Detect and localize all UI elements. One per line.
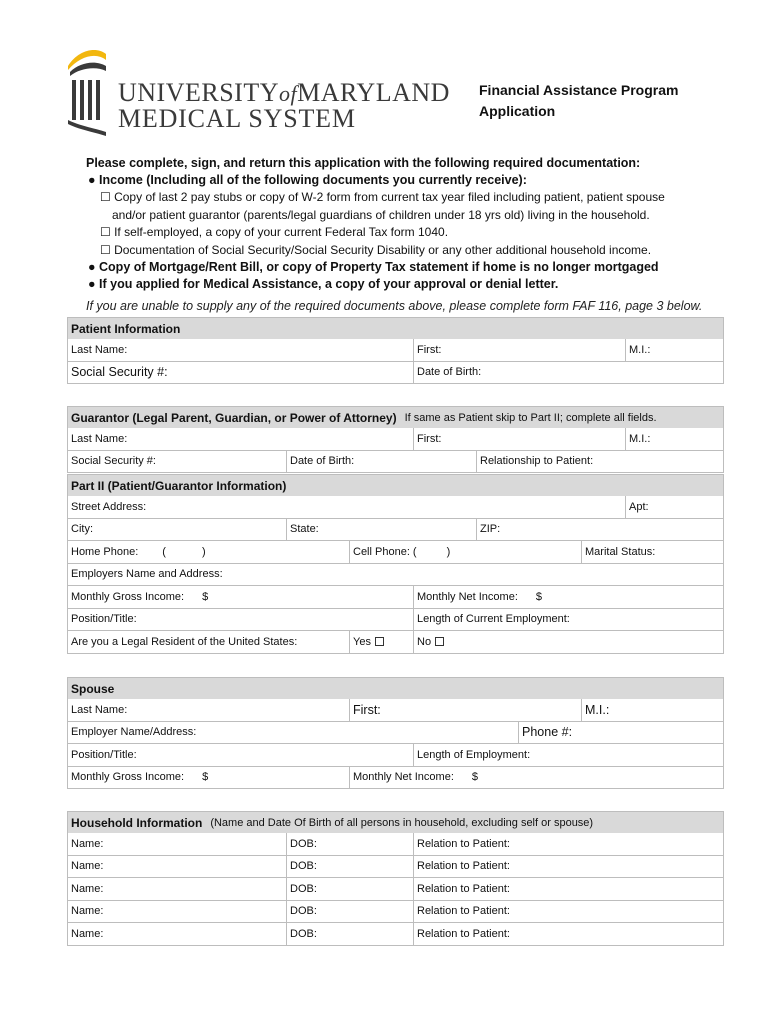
net-income-field[interactable] (413, 586, 725, 608)
dollar-sign: $ (202, 771, 209, 784)
patient-mi-field[interactable] (625, 339, 725, 361)
field-label: Relation to Patient: (417, 927, 510, 940)
field-label: DOB: (290, 905, 317, 918)
field-label: DOB: (290, 927, 317, 940)
cell-phone-field[interactable] (349, 541, 581, 563)
field-label: Are you a Legal Resident of the United States: (71, 635, 298, 648)
income-item: and/or patient guarantor (parents/legal guardians of children under 18 yrs old) living in the household. (112, 207, 650, 222)
household-name-field[interactable] (68, 856, 286, 878)
guarantor-last-name-field[interactable] (68, 428, 413, 450)
field-label: Last Name: (71, 432, 128, 445)
street-address-field[interactable] (68, 496, 625, 518)
part2-section (67, 474, 724, 654)
field-label: Street Address: (71, 500, 147, 513)
household-dob-field[interactable] (286, 856, 413, 878)
logo-line-2: MEDICAL SYSTEM (118, 104, 356, 133)
patient-first-name-field[interactable] (413, 339, 625, 361)
field-label: Employers Name and Address: (71, 568, 223, 581)
resident-no-option[interactable] (413, 631, 725, 653)
field-label: DOB: (290, 882, 317, 895)
household-row (68, 878, 723, 901)
income-item: ☐ If self-employed, a copy of your current Federal Tax form 1040. (100, 225, 449, 239)
field-label: Position/Title: (71, 748, 137, 761)
household-relation-field[interactable] (413, 901, 725, 923)
employment-length-field[interactable] (413, 609, 725, 631)
document-title: Financial Assistance Program Application (479, 82, 679, 119)
field-label: M.I.: (629, 343, 651, 356)
spouse-gross-income-field[interactable] (68, 767, 349, 789)
field-label: City: (71, 523, 93, 536)
field-label: DOB: (290, 837, 317, 850)
income-item: ☐ Copy of last 2 pay stubs or copy of W-2 form from current tax year filed including patient, patient spouse (100, 190, 665, 204)
household-dob-field[interactable] (286, 923, 413, 945)
field-label: Social Security #: (71, 455, 156, 468)
field-label: Monthly Gross Income: (71, 590, 185, 603)
mortgage-bullet: ● Copy of Mortgage/Rent Bill, or copy of Property Tax statement if home is no longer mortgaged (88, 260, 659, 274)
household-dob-field[interactable] (286, 878, 413, 900)
marital-status-field[interactable] (581, 541, 725, 563)
household-name-field[interactable] (68, 923, 286, 945)
form-row (68, 362, 723, 385)
state-field[interactable] (286, 519, 476, 541)
paren-close: ) (446, 545, 451, 558)
field-label: Marital Status: (585, 545, 656, 558)
gross-income-field[interactable] (68, 586, 413, 608)
form-row (68, 541, 723, 564)
field-label: Social Security #: (71, 365, 168, 380)
spouse-phone-field[interactable] (518, 722, 725, 744)
section-heading (68, 406, 723, 428)
field-label: Last Name: (71, 703, 128, 716)
section-heading: Spouse (68, 677, 723, 699)
spouse-position-field[interactable] (68, 744, 413, 766)
field-label: Date of Birth: (290, 455, 355, 468)
field-label: Name: (71, 882, 104, 895)
field-label: Employer Name/Address: (71, 726, 197, 739)
household-relation-field[interactable] (413, 856, 725, 878)
income-bullet: ● Income (Including all of the following documents you currently receive): (88, 173, 527, 187)
section-heading (68, 811, 723, 833)
household-dob-field[interactable] (286, 901, 413, 923)
spouse-employment-length-field[interactable] (413, 744, 725, 766)
instructions-lead: Please complete, sign, and return this application with the following required documentation: (86, 156, 641, 170)
guarantor-mi-field[interactable] (625, 428, 725, 450)
spouse-net-income-field[interactable] (349, 767, 725, 789)
household-relation-field[interactable] (413, 923, 725, 945)
section-note: (Name and Date Of Birth of all persons in household, excluding self or spouse) (210, 816, 594, 829)
field-label: M.I.: (629, 432, 651, 445)
form-row (68, 428, 723, 451)
field-label: Apt: (629, 500, 649, 513)
guarantor-dob-field[interactable] (286, 451, 476, 473)
form-row (68, 564, 723, 587)
guarantor-relationship-field[interactable] (476, 451, 725, 473)
household-row (68, 901, 723, 924)
household-section (67, 811, 724, 946)
guarantor-section (67, 406, 724, 473)
household-name-field[interactable] (68, 901, 286, 923)
field-label: Relation to Patient: (417, 837, 510, 850)
section-title: Household Information (71, 815, 203, 830)
paren-close: ) (201, 545, 206, 558)
field-label: Relation to Patient: (417, 882, 510, 895)
guarantor-ssn-field[interactable] (68, 451, 286, 473)
field-label: Name: (71, 837, 104, 850)
dollar-sign: $ (471, 771, 478, 784)
household-row (68, 833, 723, 856)
section-heading: Part II (Patient/Guarantor Information) (68, 474, 723, 496)
field-label: State: (290, 523, 319, 536)
field-label: Length of Current Employment: (417, 613, 570, 626)
city-field[interactable] (68, 519, 286, 541)
field-label: First: (417, 343, 442, 356)
field-label: Date of Birth: (417, 366, 482, 379)
position-field[interactable] (68, 609, 413, 631)
logo-line-1: UNIVERSITYofMARYLAND (118, 78, 450, 107)
field-label: First: (417, 432, 442, 445)
field-label: Monthly Net Income: (417, 590, 518, 603)
field-label: Name: (71, 927, 104, 940)
building-columns-icon (66, 44, 108, 136)
field-label: Cell Phone: ( (353, 545, 417, 558)
option-label: No (417, 635, 432, 648)
field-label: DOB: (290, 860, 317, 873)
home-phone-field[interactable] (68, 541, 349, 563)
patient-last-name-field[interactable] (68, 339, 413, 361)
household-relation-field[interactable] (413, 878, 725, 900)
form-row (68, 699, 723, 722)
section-title: Guarantor (Legal Parent, Guardian, or Power of Attorney) (71, 410, 397, 425)
option-label: Yes (353, 635, 371, 648)
form-row (68, 519, 723, 542)
guarantor-first-name-field[interactable] (413, 428, 625, 450)
form-row (68, 586, 723, 609)
household-dob-field[interactable] (286, 833, 413, 855)
spouse-section (67, 677, 724, 789)
form-row (68, 339, 723, 362)
form-row (68, 631, 723, 654)
field-label: Relationship to Patient: (480, 455, 594, 468)
form-row (68, 722, 723, 745)
patient-section (67, 317, 724, 384)
field-label: Relation to Patient: (417, 860, 510, 873)
yes-checkbox[interactable] (375, 637, 384, 646)
field-label: ZIP: (480, 523, 501, 536)
patient-dob-field[interactable] (413, 362, 725, 384)
form-row (68, 744, 723, 767)
field-label: Position/Title: (71, 613, 137, 626)
legal-resident-question (68, 631, 349, 653)
income-item: ☐ Documentation of Social Security/Social Security Disability or any other additional household income. (100, 242, 652, 257)
household-name-field[interactable] (68, 878, 286, 900)
field-label: M.I.: (585, 702, 610, 717)
household-row (68, 923, 723, 946)
field-label: First: (353, 702, 381, 717)
zip-field[interactable] (476, 519, 725, 541)
field-label: Length of Employment: (417, 748, 531, 761)
field-label: Monthly Gross Income: (71, 771, 185, 784)
field-label: Relation to Patient: (417, 905, 510, 918)
apt-field[interactable] (625, 496, 725, 518)
field-label: Name: (71, 905, 104, 918)
form-row (68, 496, 723, 519)
dollar-sign: $ (202, 590, 209, 603)
form-row (68, 609, 723, 632)
section-heading: Patient Information (68, 317, 723, 339)
instructions-note: If you are unable to supply any of the required documents above, please complete form FAF 116, page 3 below. (86, 299, 703, 313)
spouse-first-name-field[interactable] (349, 699, 581, 721)
instructions (86, 155, 726, 293)
patient-ssn-field[interactable] (68, 362, 413, 384)
field-label: Monthly Net Income: (353, 771, 454, 784)
section-note: If same as Patient skip to Part II; complete all fields. (404, 411, 657, 424)
field-label: Phone #: (522, 725, 573, 740)
employer-field[interactable] (68, 564, 725, 586)
field-label: Last Name: (71, 343, 128, 356)
resident-yes-option[interactable] (349, 631, 413, 653)
spouse-employer-field[interactable] (68, 722, 518, 744)
household-relation-field[interactable] (413, 833, 725, 855)
field-label: Home Phone: (71, 545, 139, 558)
form-row (68, 451, 723, 474)
field-label: Name: (71, 860, 104, 873)
form-row (68, 767, 723, 790)
dollar-sign: $ (535, 590, 542, 603)
medical-bullet: ● If you applied for Medical Assistance, a copy of your approval or denial letter. (88, 277, 559, 291)
household-name-field[interactable] (68, 833, 286, 855)
spouse-last-name-field[interactable] (68, 699, 349, 721)
no-checkbox[interactable] (435, 637, 444, 646)
household-row (68, 856, 723, 879)
umms-logo (66, 44, 450, 140)
spouse-mi-field[interactable] (581, 699, 725, 721)
paren-open: ( (162, 545, 166, 558)
